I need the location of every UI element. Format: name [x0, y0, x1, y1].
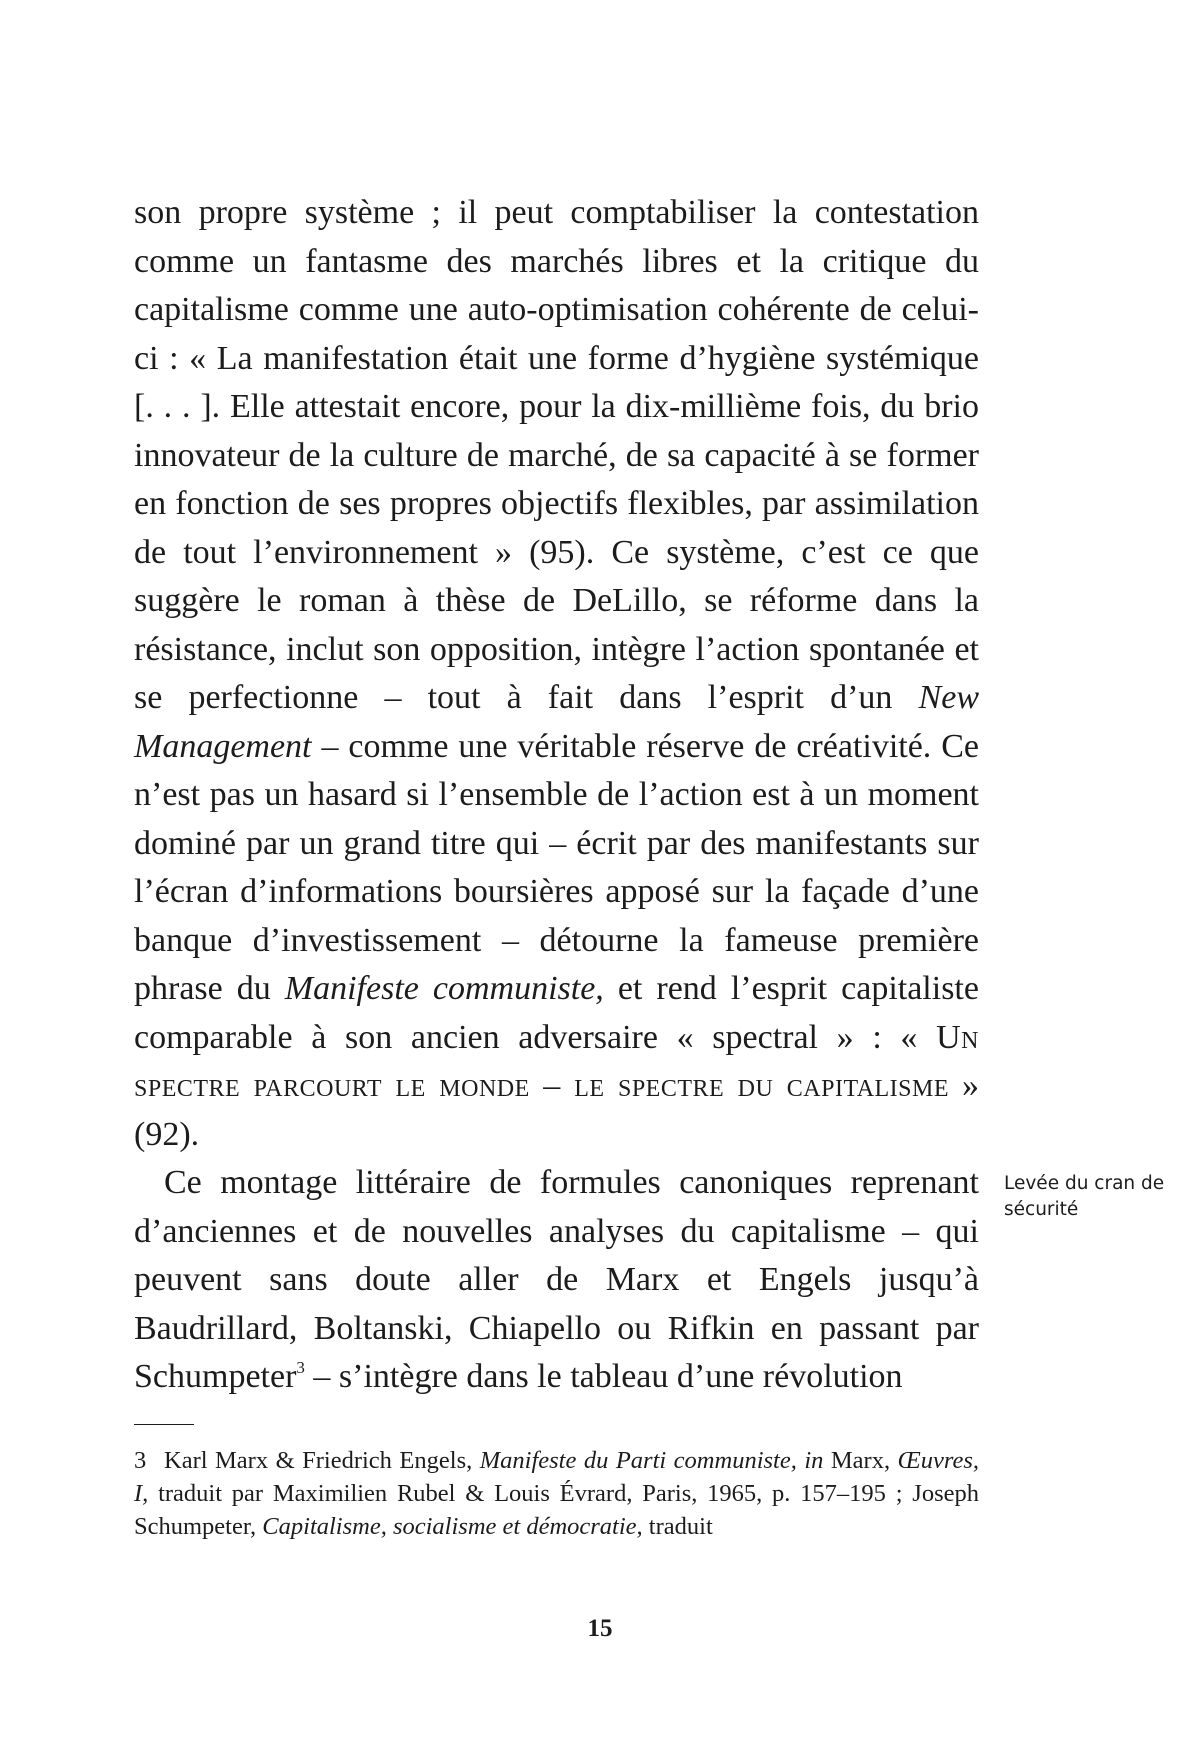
footnote-text-d: traduit	[642, 1513, 713, 1540]
footnote-italic-a: Manifeste du Parti communiste, in	[479, 1447, 824, 1474]
paragraph-2-text-b: – s’intègre dans le tableau d’une révolution	[304, 1358, 903, 1395]
margin-note: Levée du cran de sécurité	[1004, 1173, 1165, 1220]
paragraph-1-italic-b: Manifeste communiste,	[284, 970, 604, 1007]
paragraph-2-text-a: Ce montage littéraire de formules canoniques reprenant d’anciennes et de nouvelles analyses du capitalisme – qui peuvent sans doute aller de Marx et Engels jusqu’à Baudrillard, Boltanski, Chiapello ou Rifkin en passant par Schumpeter	[134, 1164, 979, 1395]
paragraph-1-text-a: son propre système ; il peut comptabiliser la contestation comme un fantasme des marchés libres et la critique du capitalisme comme une auto-optimisation cohérente de celui-ci : « La manifestation était une forme d’hygiène systémique [. . . ]. Elle attestait encore, pour la dix-millième fois, du brio innovateur de la culture de marché, de sa capacité à se former en fonction de ses propres objectifs flexibles, par assimilation de tout l’environnement » (95). Ce système, c’est ce que suggère le roman à thèse de DeLillo, se réforme dans la résistance, inclut son opposition, intègre l’action spontanée et se perfectionne – tout à fait dans l’esprit d’un	[134, 194, 979, 716]
main-text	[134, 189, 979, 1402]
paragraph-1	[134, 189, 979, 1159]
footnote-italic-c: Capitalisme, socialisme et démocratie,	[262, 1513, 643, 1540]
footnote-italic-b: Œuvres, I,	[134, 1447, 979, 1507]
footnote-3	[134, 1444, 979, 1543]
footnote-number: 3	[134, 1447, 147, 1474]
paragraph-1-text-b: – comme une véritable réserve de créativité. Ce n’est pas un hasard si l’ensemble de l’action est à un moment dominé par un grand titre qui – écrit par des manifestants sur l’écran d’informations boursières apposé sur la façade d’une banque d’investissement – détourne la fameuse première phrase du	[134, 727, 979, 1007]
paragraph-2	[134, 1159, 979, 1402]
footnote	[134, 1444, 979, 1543]
footnote-text-c: traduit par Maximilien Rubel & Louis Évrard, Paris, 1965, p. 157–195 ; Joseph Schumpeter,	[134, 1480, 979, 1540]
footnote-divider	[134, 1424, 194, 1425]
paragraph-1-text-d: » (92).	[134, 1067, 979, 1153]
footnote-text-a: Karl Marx & Friedrich Engels,	[164, 1447, 480, 1474]
footnote-reference[interactable]: 3	[296, 1358, 305, 1377]
paragraph-1-text-c: et rend l’esprit capitaliste comparable à son ancien adversaire « spectral » : «	[134, 970, 979, 1056]
footnote-text-b: Marx,	[823, 1447, 898, 1474]
paragraph-1-small-caps: Un spectre parcourt le monde – le spectre du capitalisme	[134, 1018, 979, 1104]
page-number: 15	[587, 1615, 613, 1642]
paragraph-1-italic-a: New Management	[134, 679, 979, 765]
